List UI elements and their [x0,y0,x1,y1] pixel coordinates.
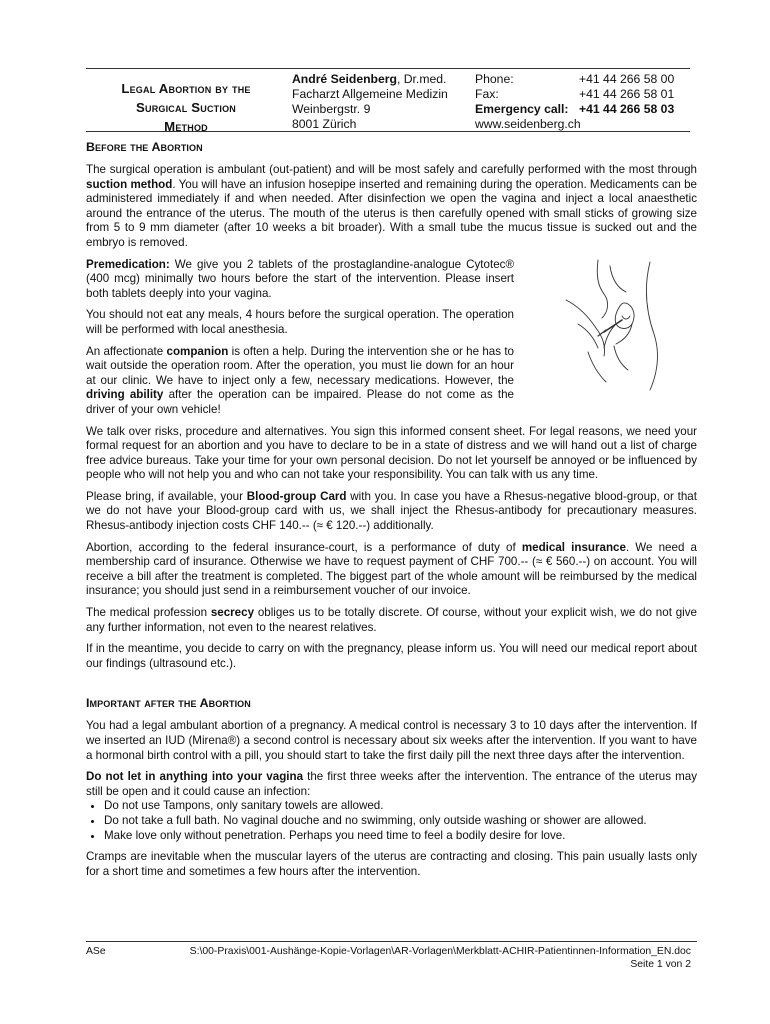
title-line: Method [164,119,208,134]
precaution-list [86,799,697,843]
document-title [86,79,286,136]
emergency-value: +41 44 266 58 03 [579,102,675,116]
paragraph-vagina-warning: Do not let in anything into your vagina the first three weeks after the intervention. The entrance of the uterus may still be open and it could cause an infection: [86,770,697,798]
author-suffix: , Dr.med. [396,72,447,86]
footer-page-number: Seite 1 von 2 [630,959,691,970]
title-line: Legal Abortion by the [121,81,251,96]
footer-file-path: S:\00-Praxis\001-Aushänge-Kopie-Vorlagen\AR-Vorlagen\Merkblatt-ACHIR-Patientinnen-Information_EN.doc [189,946,691,957]
fax-label: Fax: [475,87,499,101]
fax-value: +41 44 266 58 01 [579,87,675,101]
document-header [86,68,690,132]
paragraph-continue-pregnancy: If in the meantime, you decide to carry on with the pregnancy, please inform us. You will need our medical report about our findings (ultrasound etc.). [86,642,697,670]
paragraph-premedication: Premedication: We give you 2 tablets of the prostaglandine-analogue Cytotec® (400 mcg) minimally two hours before the start of the intervention. Please insert both tablets deeply into your vagina. [86,257,514,300]
phone-label: Phone: [475,72,514,86]
paragraph-blood-group: Please bring, if available, your Blood-group Card with you. In case you have a Rhesus-negative blood-group, or that we do not have your Blood-group card with us, we shall inject the Rhesus-antibody for precautionary measures. Rhesus-antibody injection costs CHF 140.-- (≈ € 120.--) additionally. [86,489,697,533]
paragraph-cramps: Cramps are inevitable when the muscular layers of the uterus are contracting and closing. This pain usually lasts only for a short time and sometimes a few hours after the intervention. [86,850,697,878]
footer-initials: ASe [86,946,106,957]
address-street: Weinbergstr. 9 [292,102,371,116]
emergency-label: Emergency call: [475,102,569,116]
paragraph-control: You had a legal ambulant abortion of a pregnancy. A medical control is necessary 3 to 10 days after the intervention. If we inserted an IUD (Mirena®) a second control is necessary about six weeks after the intervention. If you want to have a hormonal birth control with a pill, you should start to take the first daily pill the next three days after the intervention. [86,719,697,762]
address-city: 8001 Zürich [292,117,357,131]
document-body [86,140,697,886]
list-item: • Make love only without penetration. Perhaps you need time to feel a bodily desire for love. [104,829,697,844]
paragraph-insurance: Abortion, according to the federal insurance-court, is a performance of duty of medical insurance. We need a membership card of insurance. Otherwise we have to request payment of CHF 700.-- (≈ € 560.--) on account. You will receive a bill after the treatment is completed. The biggest part of the whole amount will be reimbursed by the medical insurance; you should just send in a reimbursement voucher of our invoice. [86,540,697,598]
title-line: Surgical Suction [136,100,236,115]
section-heading-after: Important after the Abortion [86,696,251,711]
anatomy-illustration [558,256,674,392]
phone-value: +41 44 266 58 00 [579,72,675,86]
paragraph-procedure: The surgical operation is ambulant (out-patient) and will be most safely and carefully performed with the most through suction method. You will have an infusion hosepipe inserted and remaining during the operation. Medicaments can be administered immediately if and when needed. After disinfection we open the vagina and inject a local anaesthetic around the entrance of the uterus. The mouth of the uterus is then carefully opened with small sticks of growing size from 5 to 9 mm diameter (after 10 weeks a bit broader). With a small tube the mucus tissue is sucked out and the embryo is removed. [86,163,697,249]
section-heading-before: Before the Abortion [86,140,203,154]
document-footer [86,941,697,970]
author-block [292,72,448,132]
author-specialty: Facharzt Allgemeine Medizin [292,87,448,101]
website-link[interactable]: www.seidenberg.ch [475,117,581,131]
list-item: • Do not take a full bath. No vaginal douche and no swimming, only outside washing or shower are allowed. [104,814,697,829]
author-name: André Seidenberg [292,72,397,86]
paragraph-companion: An affectionate companion is often a help. During the intervention she or he has to wait outside the operation room. After the operation, you must lie down for an hour at our clinic. We have to inject only a few, necessary medications. However, the driving ability after the operation can be impaired. Please do not come as the driver of your own vehicle! [86,344,515,416]
paragraph-fasting: You should not eat any meals, 4 hours before the surgical operation. The operation will be performed with local anesthesia. [86,308,514,336]
list-item: • Do not use Tampons, only sanitary towels are allowed. [104,799,697,814]
paragraph-consent: We talk over risks, procedure and alternatives. You sign this informed consent sheet. For legal reasons, we need your formal request for an abortion and you have to declare to be in a state of distress and we will hand out a list of charge free advice bureaus. Take your time for your own personal decision. Do not let yourself be annoyed or be influenced by people who will not help you and who can not take your responsibility. You can talk with us any time. [86,424,697,482]
paragraph-secrecy: The medical profession secrecy obliges us to be totally discrete. Of course, without your explicit wish, we do not give any further information, not even to the nearest relatives. [86,606,697,634]
